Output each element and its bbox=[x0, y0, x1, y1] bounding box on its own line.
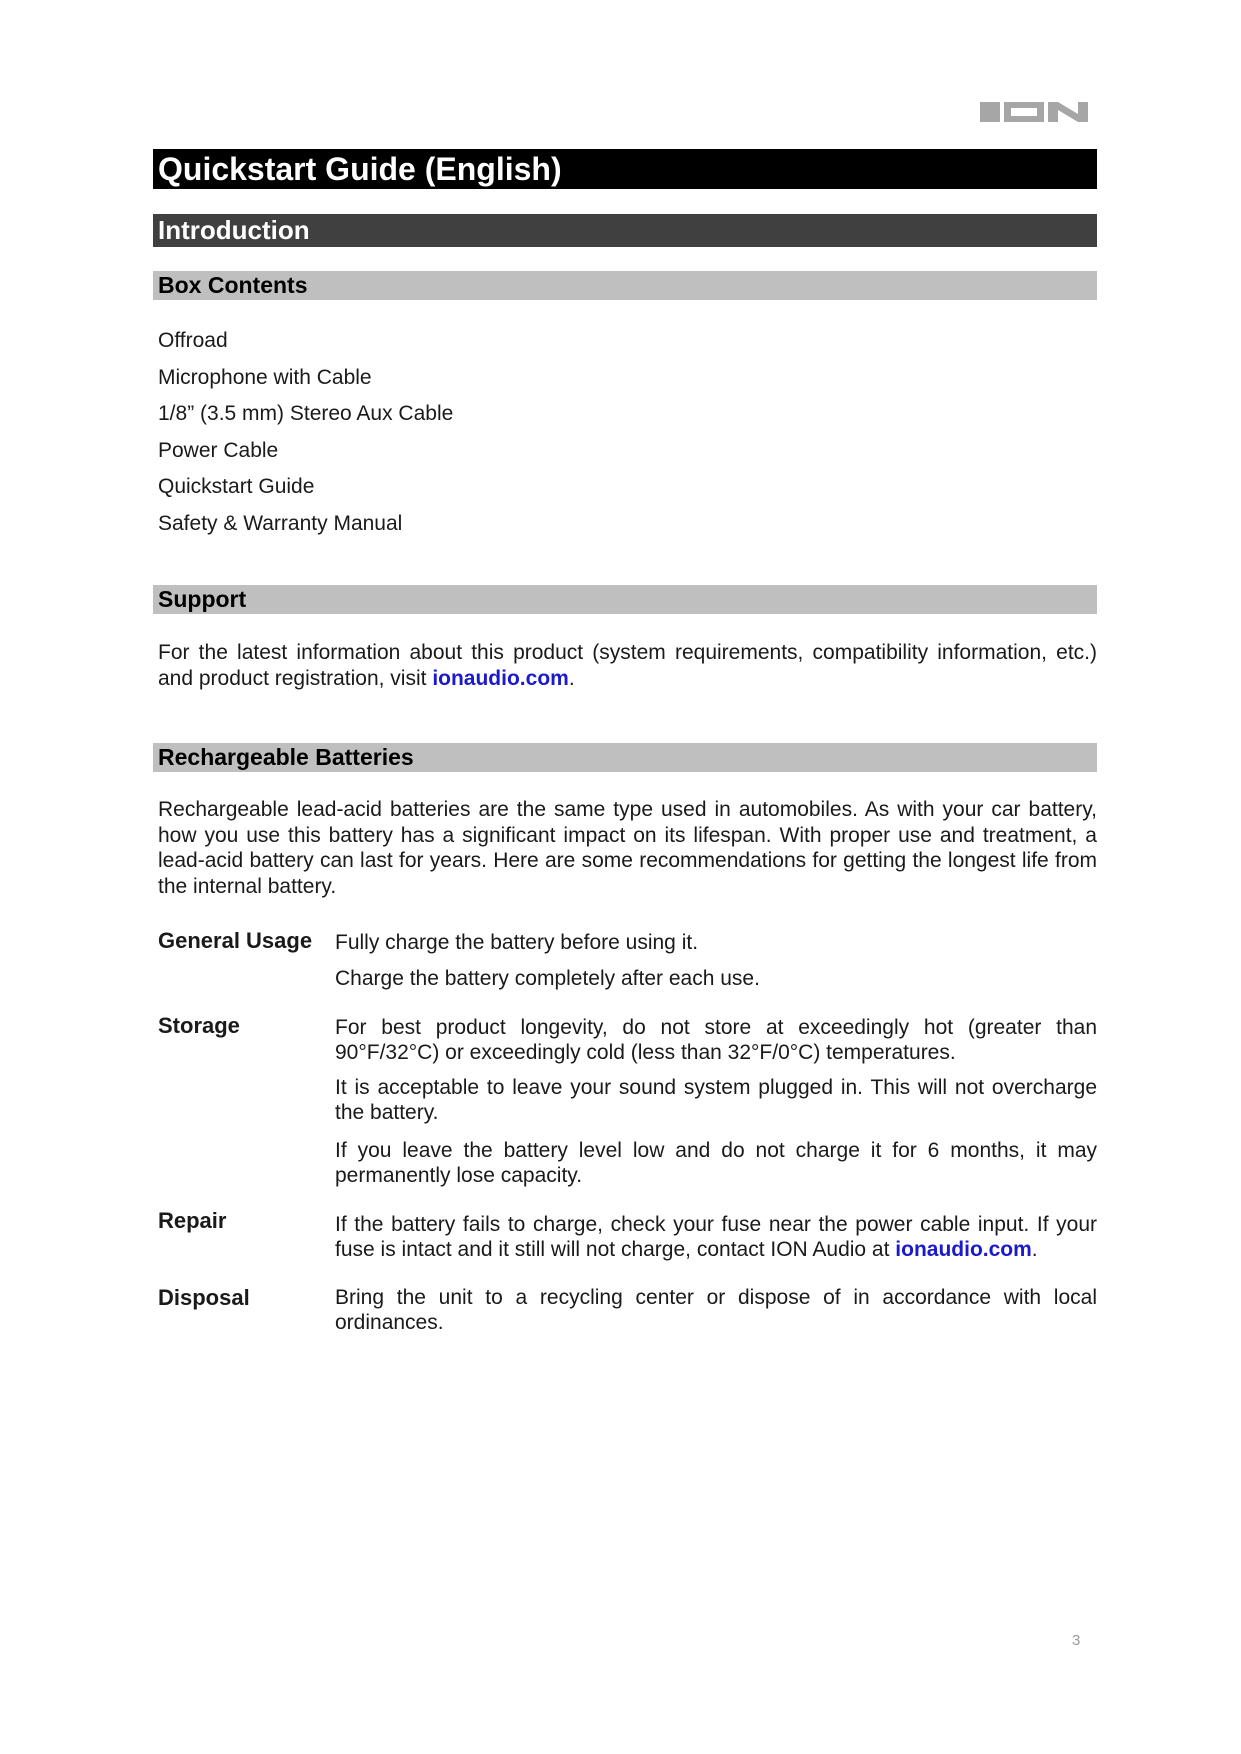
list-item: Safety & Warranty Manual bbox=[158, 511, 403, 535]
batteries-intro-paragraph: Rechargeable lead-acid batteries are the same type used in automobiles. As with your car battery, how you use this battery has a significant impact on its lifespan. With proper use and treatment, a lead-acid battery can last for years. Here are some recommendations for getting the longest life from the internal battery. bbox=[158, 798, 1097, 898]
term-general-usage: General Usage bbox=[158, 928, 313, 953]
list-item: Microphone with Cable bbox=[158, 365, 372, 389]
list-item: Offroad bbox=[158, 329, 228, 352]
support-paragraph bbox=[158, 640, 1097, 691]
term-storage: Storage bbox=[158, 1013, 240, 1038]
repair-paragraph bbox=[335, 1212, 1097, 1262]
term-disposal: Disposal bbox=[158, 1285, 250, 1310]
ion-logo bbox=[980, 100, 1090, 124]
list-item: 1/8” (3.5 mm) Stereo Aux Cable bbox=[158, 402, 454, 426]
storage-line: It is acceptable to leave your sound system plugged in. This will not overcharge the battery. bbox=[335, 1076, 1097, 1124]
support-text: For the latest information about this product (system requirements, compatibility information, etc.) and product registration, visit bbox=[158, 641, 1097, 690]
general-usage-line: Charge the battery completely after each use. bbox=[335, 967, 760, 990]
heading-support: Support bbox=[153, 585, 1097, 614]
box-contents-list bbox=[158, 326, 453, 546]
support-link[interactable]: ionaudio.com bbox=[432, 666, 569, 690]
repair-text-end: . bbox=[1031, 1238, 1038, 1261]
section-heading-introduction: Introduction bbox=[153, 214, 1097, 247]
page-title: Quickstart Guide (English) bbox=[153, 149, 1097, 189]
list-item: Quickstart Guide bbox=[158, 475, 315, 499]
repair-link[interactable]: ionaudio.com bbox=[895, 1238, 1032, 1261]
storage-line: For best product longevity, do not store at exceedingly hot (greater than 90°F/32°C) or exceedingly cold (less than 32°F/0°C) temperatures. bbox=[335, 1016, 1097, 1064]
list-item: Power Cable bbox=[158, 438, 279, 462]
storage-line: If you leave the battery level low and do not charge it for 6 months, it may permanently lose capacity. bbox=[335, 1139, 1097, 1187]
support-text-end: . bbox=[568, 666, 575, 690]
repair-text: If the battery fails to charge, check your fuse near the power cable input. If your fuse is intact and it still will not charge, contact ION Audio at bbox=[335, 1213, 1097, 1261]
heading-rechargeable-batteries: Rechargeable Batteries bbox=[153, 743, 1097, 772]
page-number: 3 bbox=[1072, 1632, 1081, 1649]
disposal-paragraph: Bring the unit to a recycling center or dispose of in accordance with local ordinances. bbox=[335, 1286, 1097, 1334]
term-repair: Repair bbox=[158, 1208, 227, 1233]
heading-box-contents: Box Contents bbox=[153, 271, 1097, 300]
general-usage-line: Fully charge the battery before using it. bbox=[335, 931, 699, 954]
